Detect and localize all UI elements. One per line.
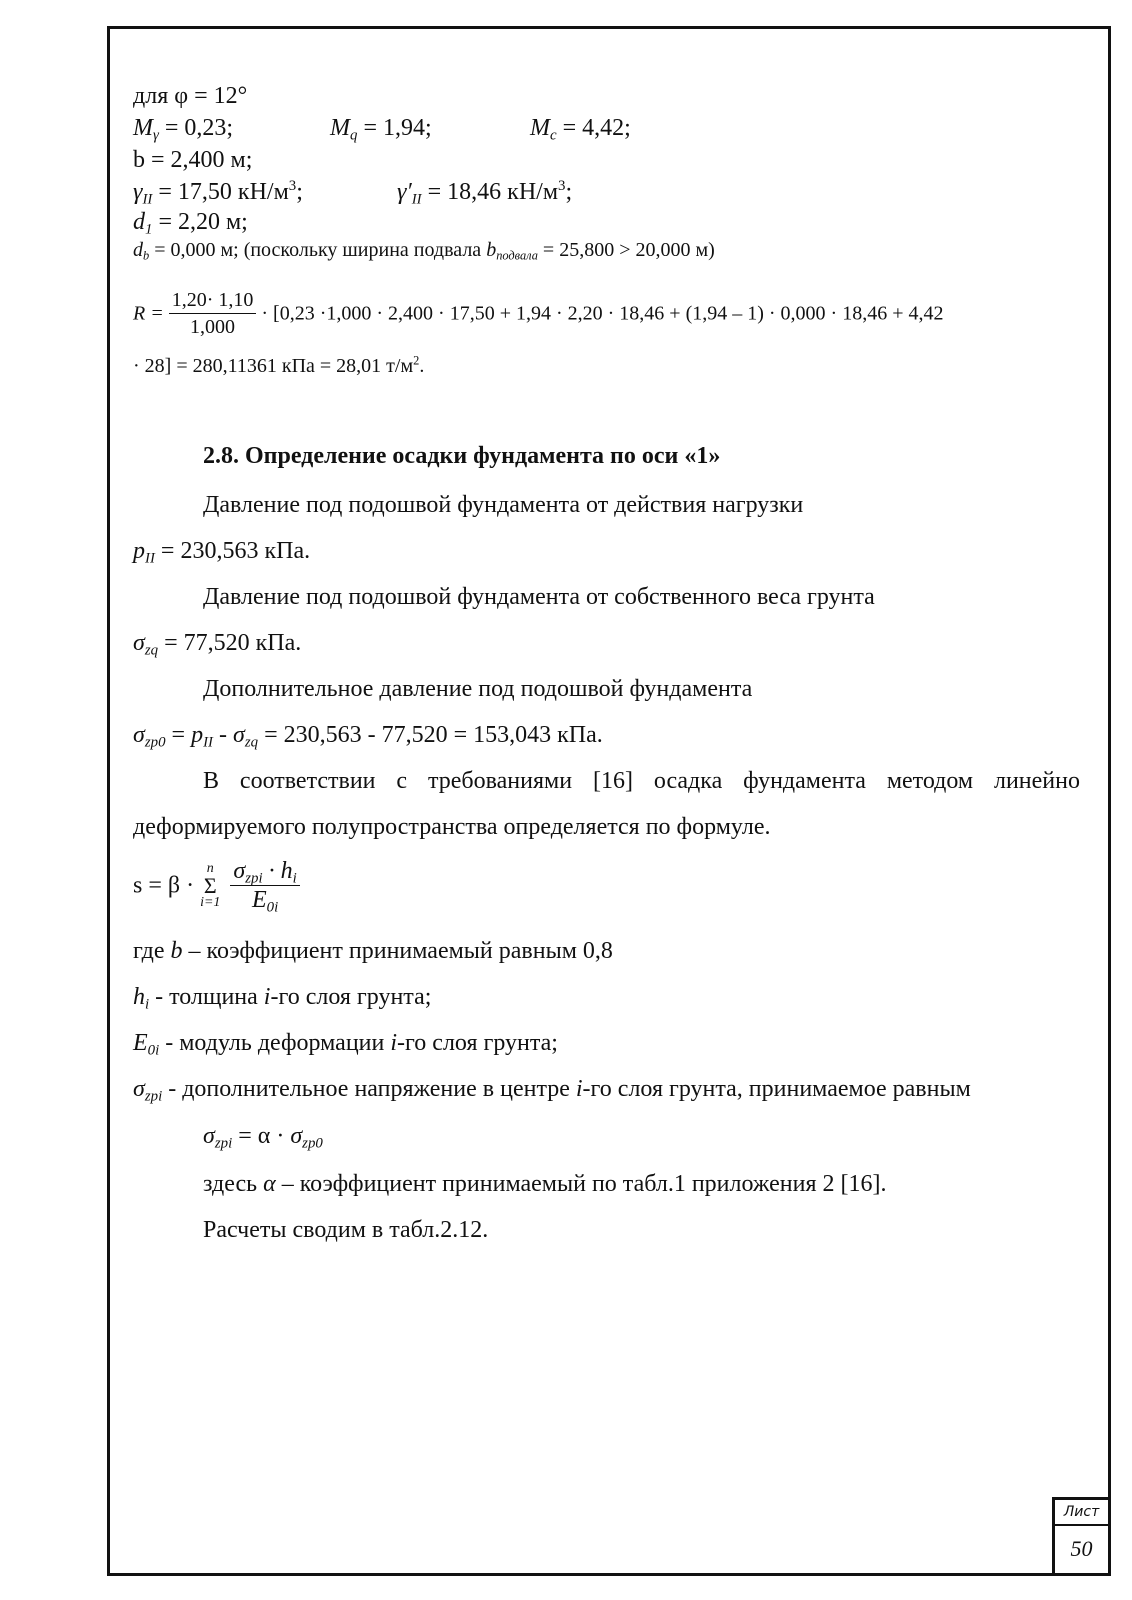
m-c: $M_c = 4,42$; [530,115,631,144]
sigma-zq-line: $\sigma_{zq} = 77,520$ кПа. [133,630,302,659]
phi-line: для φ = 12° [133,83,248,109]
sigma-zpi-line: $\sigma_{zpi}$ - дополнительное напряжение в центре i-го слоя грунта, принимаемое равным [133,1076,971,1105]
gamma-prime-ii: $\gamma'_{II} = 18,46$ $кН/м^3$; [397,178,573,208]
paragraph-load-pressure: Давление под подошвой фундамента от действия нагрузки [203,492,804,518]
r-formula: R = $\frac{1,20\cdot 1,10}{1,000}$ · [0,23 ·1,000 · 2,400 · 17,50 + 1,94 · 2,20 · 18,46 + (1,94 – 1) · 0,000 · 18,46 + 4,42 [133,289,944,338]
section-title: 2.8. Определение осадки фундамента по оси «1» [203,443,721,469]
paragraph-additional-pressure: Дополнительное давление под подошвой фундамента [203,676,753,702]
m-gamma: $M_\gamma = 0,23$; [133,115,234,144]
tables-line: Расчеты сводим в табл.2.12. [203,1217,489,1243]
settlement-formula: s = β · n Σ i=1 $\frac{\sigma_{zpi} \cdot h_i}{E_{0i}}$ [133,858,300,928]
sheet-label: Лист [1055,1500,1108,1526]
paragraph-method: В соответствии с требованиями [16] осадка фундамента методом линейно [203,768,1080,794]
db-line: $d_b = 0,000$ м; (поскольку ширина подвала $b_{подвала} = 25,800 > 20,000$ м) [133,239,715,263]
p-ii-line: $p_{II} = 230,563$ кПа. [133,538,311,567]
where-beta-line: где b – коэффициент принимаемый равным 0,8 [133,938,613,964]
b-line: b = 2,400 м; [133,147,253,173]
m-q: $M_q = 1,94$; [330,115,432,144]
alpha-line: здесь α – коэффициент принимаемый по табл.1 приложения 2 [16]. [203,1171,887,1197]
e0i-line: $E_{0i}$ - модуль деформации i-го слоя грунта; [133,1030,558,1059]
sigma-zp0-line: $\sigma_{zp0} = p_{II} - \sigma_{zq} = 230,563 - 77,520 = 153,043$ кПа. [133,722,603,751]
r-fraction: $\frac{1,20\cdot 1,10}{1,000}$ [169,288,257,339]
sigma-zpi-formula: $\sigma_{zpi} = \alpha \cdot \sigma_{zp0}$ [203,1123,323,1152]
gamma-ii: $\gamma_{II} = 17,50$ $кН/м^3$; [133,178,303,208]
summation-sign: n Σ i=1 [200,860,221,910]
sheet-number: 50 [1070,1536,1093,1561]
sheet-stamp [1052,1497,1108,1573]
hi-line: $h_i$ - толщина i-го слоя грунта; [133,984,432,1013]
r-formula-line2: · 28] = 280,11361 кПа = 28,01 $т/м^2$. [133,353,425,377]
paragraph-self-weight: Давление под подошвой фундамента от собственного веса грунта [203,584,875,610]
d1-line: $d_1 = 2,20$ м; [133,209,248,238]
paragraph-method-cont: деформируемого полупространства определяется по формуле. [133,814,771,840]
settlement-fraction: $\frac{\sigma_{zpi} \cdot h_i}{E_{0i}}$ [230,858,299,913]
